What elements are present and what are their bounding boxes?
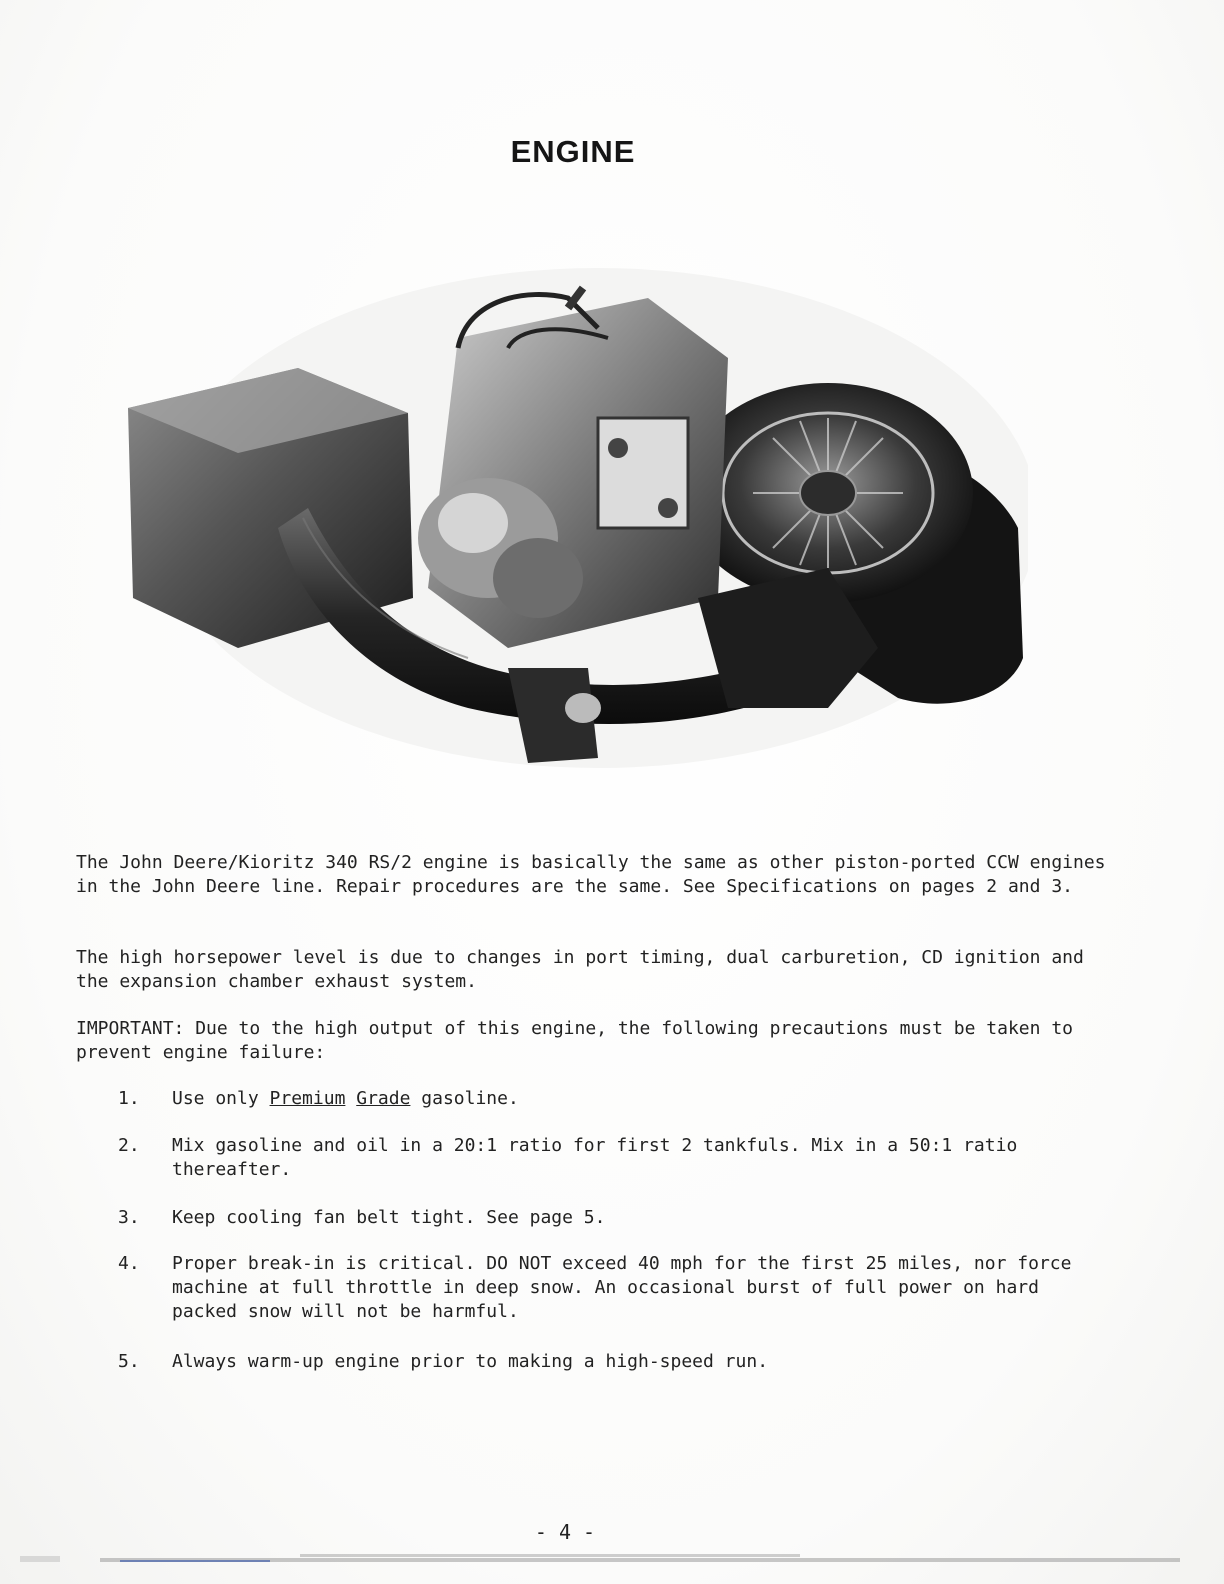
list-text: Mix gasoline and oil in a 20:1 ratio for first 2 tankfuls. Mix in a 50:1 ratio thereafter. [172,1135,1018,1180]
engine-photo [128,268,1028,768]
list-number: 5. [118,1351,140,1372]
page-number: - 4 - [534,1520,596,1544]
list-text-part: Use only [172,1088,270,1109]
underlined-word: Premium [269,1088,346,1109]
list-text: Keep cooling fan belt tight. See page 5. [172,1207,606,1228]
important-notice: IMPORTANT: Due to the high output of this engine, the following precautions must be taken to prevent engine failure: [76,1018,1073,1063]
list-number: 1. [118,1088,140,1109]
underlined-word: Grade [356,1088,411,1109]
list-text: Proper break-in is critical. DO NOT exceed 40 mph for the first 25 miles, nor force machine at full throttle in deep snow. An occasional burst of full power on hard packed snow will not be harmful. [172,1253,1072,1322]
list-text-part: gasoline. [410,1088,519,1109]
list-number: 3. [118,1207,140,1228]
list-text: Always warm-up engine prior to making a high-speed run. [172,1351,769,1372]
horsepower-paragraph: The high horsepower level is due to changes in port timing, dual carburetion, CD ignition and the expansion chamber exhaust system. [76,947,1084,992]
scan-edge-artifact [0,1548,1224,1584]
list-text [172,1087,1072,1111]
list-number: 2. [118,1135,140,1156]
list-number: 4. [118,1253,140,1274]
intro-paragraph: The John Deere/Kioritz 340 RS/2 engine is basically the same as other piston-ported CCW engines in the John Deere line. Repair procedures are the same. See Specifications on pages 2 and 3. [76,852,1106,897]
page-title: ENGINE [510,134,636,169]
